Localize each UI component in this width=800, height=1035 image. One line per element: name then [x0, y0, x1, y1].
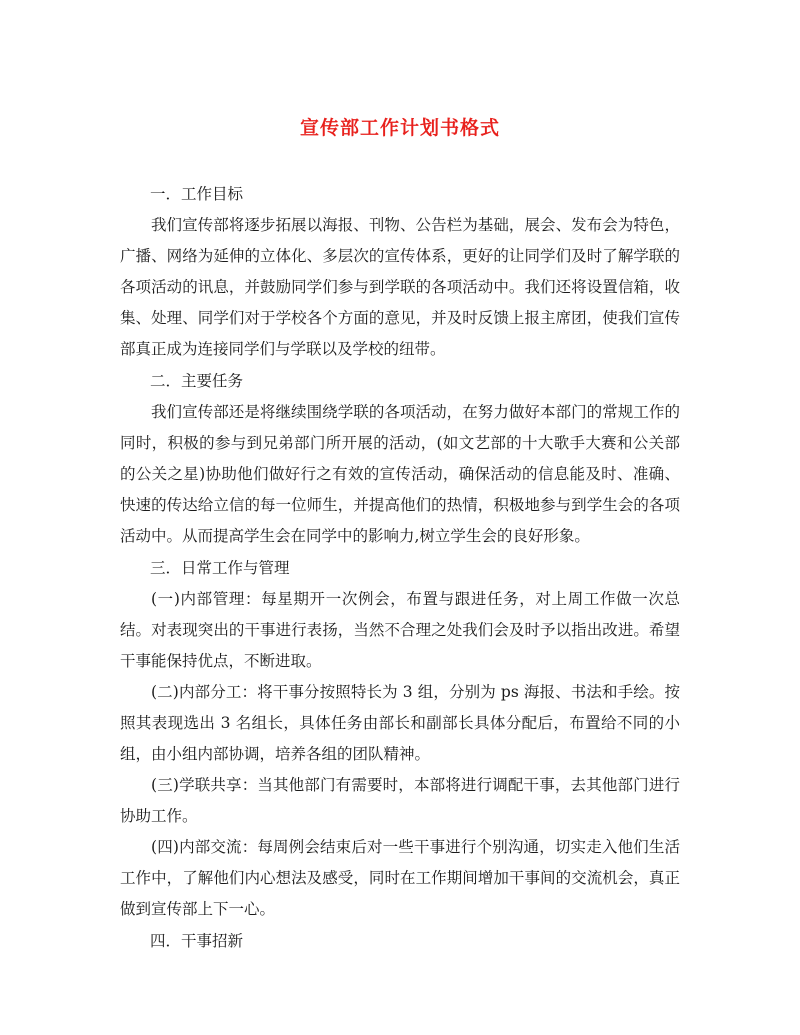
section-heading-daily-management: 三．日常工作与管理: [150, 559, 290, 577]
section-heading-goals: 一．工作目标: [150, 185, 244, 203]
paragraph-union-sharing: (三)学联共享：当其他部门有需要时，本部将进行调配干事，去其他部门进行协助工作。: [120, 776, 680, 825]
paragraph-goals: 我们宣传部将逐步拓展以海报、刊物、公告栏为基础，展会、发布会为特色，广播、网络为延伸的立体化、多层次的宣传体系，更好的让同学们及时了解学联的各项活动的讯息，并鼓励同学们参与到学联的各项活动中。我们还将设置信箱，收集、处理、同学们对于学校各个方面的意见，并及时反馈上报主席团，使我们宣传部真正成为连接同学们与学联以及学校的纽带。: [120, 216, 680, 358]
paragraph-tasks: 我们宣传部还是将继续围绕学联的各项活动，在努力做好本部门的常规工作的同时，积极的参与到兄弟部门所开展的活动，(如文艺部的十大歌手大赛和公关部的公关之星)协助他们做好行之有效的宣传活动，确保活动的信息能及时、准确、快速的传达给立信的每一位师生，并提高他们的热情，积极地参与到学生会的各项活动中。从而提高学生会在同学中的影响力,树立学生会的良好形象。: [120, 403, 680, 545]
document-body: [120, 178, 680, 957]
paragraph-internal-communication: (四)内部交流：每周例会结束后对一些干事进行个别沟通，切实走入他们生活工作中，了解他们内心想法及感受，同时在工作期间增加干事间的交流机会，真正做到宣传部上下一心。: [120, 838, 680, 918]
section-heading-recruitment: 四．干事招新: [150, 932, 244, 950]
document-title: 宣传部工作计划书格式: [299, 117, 500, 139]
paragraph-internal-division: (二)内部分工：将干事分按照特长为 3 组，分别为 ps 海报、书法和手绘。按照其表现选出 3 名组长，具体任务由部长和副部长具体分配后，布置给不同的小组，由小组内部协调，培养各组的团队精神。: [120, 683, 680, 763]
paragraph-internal-management: (一)内部管理：每星期开一次例会，布置与跟进任务，对上周工作做一次总结。对表现突出的干事进行表扬，当然不合理之处我们会及时予以指出改进。希望干事能保持优点，不断进取。: [120, 590, 680, 670]
section-heading-tasks: 二．主要任务: [150, 372, 244, 390]
